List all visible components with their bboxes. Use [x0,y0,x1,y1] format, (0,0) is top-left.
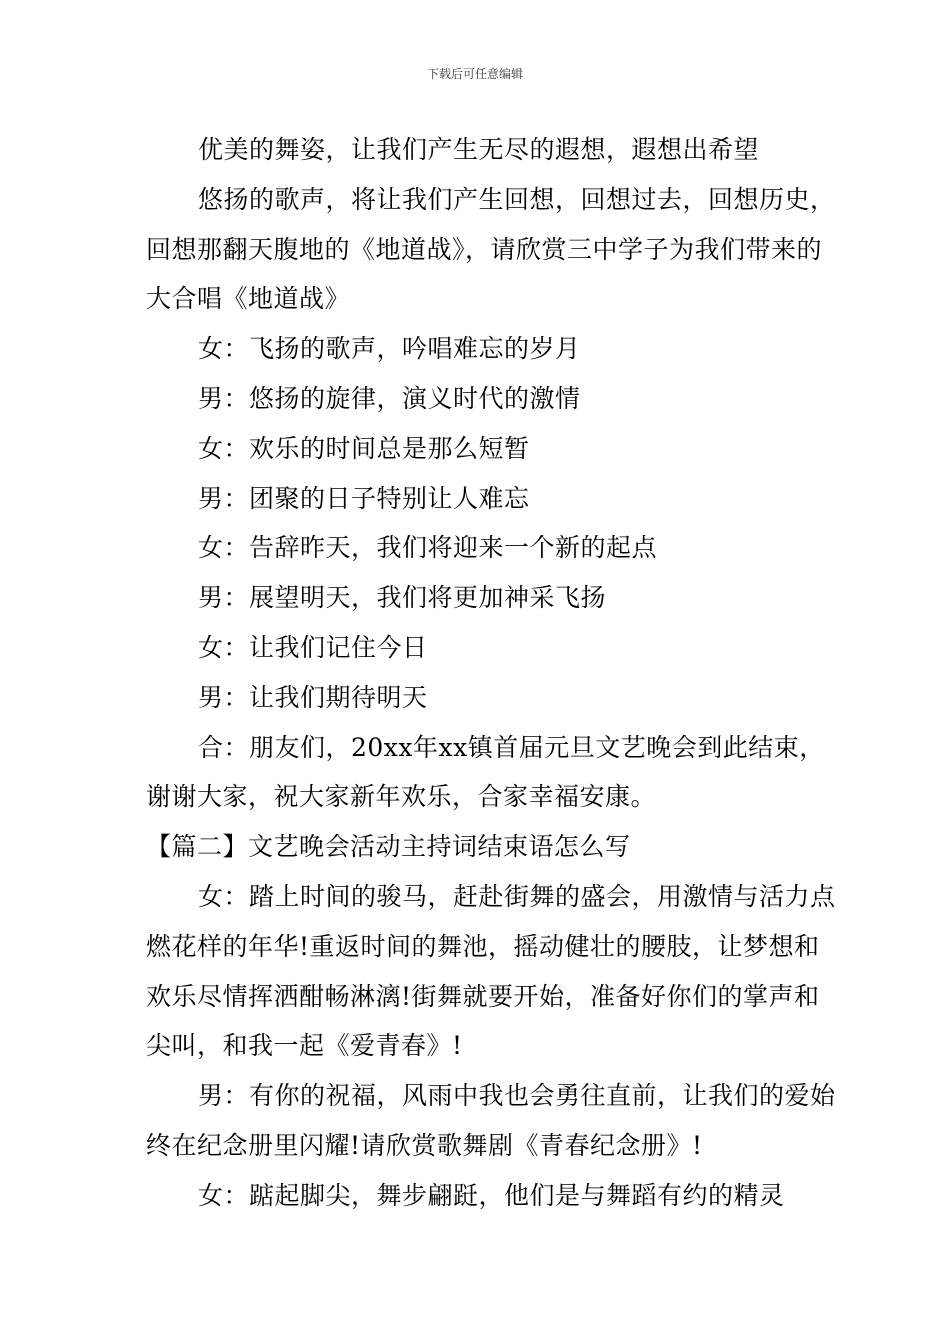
paragraph: 女：告辞昨天，我们将迎来一个新的起点 [198,533,658,563]
section-heading: 【篇二】文艺晚会活动主持词结束语怎么写 [146,832,631,862]
document-body [146,125,836,1221]
paragraph: 男：有你的祝福，风雨中我也会勇往直前，让我们的爱始终在纪念册里闪耀!请欣赏歌舞剧《青春纪念册》! [146,1081,836,1160]
paragraph: 女：让我们记住今日 [198,632,428,662]
paragraph: 女：踏上时间的骏马，赶赴街舞的盛会，用激情与活力点燃花样的年华!重返时间的舞池，摇动健壮的腰肢，让梦想和欢乐尽情挥洒酣畅淋漓!街舞就要开始，准备好你们的掌声和尖叫，和我一起《爱青春》! [146,881,836,1061]
paragraph: 优美的舞姿，让我们产生无尽的遐想，遐想出希望 [198,135,760,164]
paragraph: 女：踮起脚尖，舞步翩跹，他们是与舞蹈有约的精灵 [198,1180,785,1210]
paragraph: 女：飞扬的歌声，吟唱难忘的岁月 [198,334,581,364]
page-header: 下载后可任意编辑 [426,67,523,81]
paragraph: 男：展望明天，我们将更加神采飞扬 [198,583,607,613]
paragraph: 男：团聚的日子特别让人难忘 [198,483,530,513]
paragraph: 悠扬的歌声，将让我们产生回想，回想过去，回想历史，回想那翻天腹地的《地道战》，请欣赏三中学子为我们带来的大合唱《地道战》 [146,184,836,314]
paragraph: 女：欢乐的时间总是那么短暂 [198,433,530,463]
paragraph: 男：让我们期待明天 [198,682,428,712]
paragraph: 合：朋友们，20xx年xx镇首届元旦文艺晚会到此结束，谢谢大家，祝大家新年欢乐，合家幸福安康。 [146,732,825,812]
paragraph: 男：悠扬的旋律，演义时代的激情 [198,383,581,413]
